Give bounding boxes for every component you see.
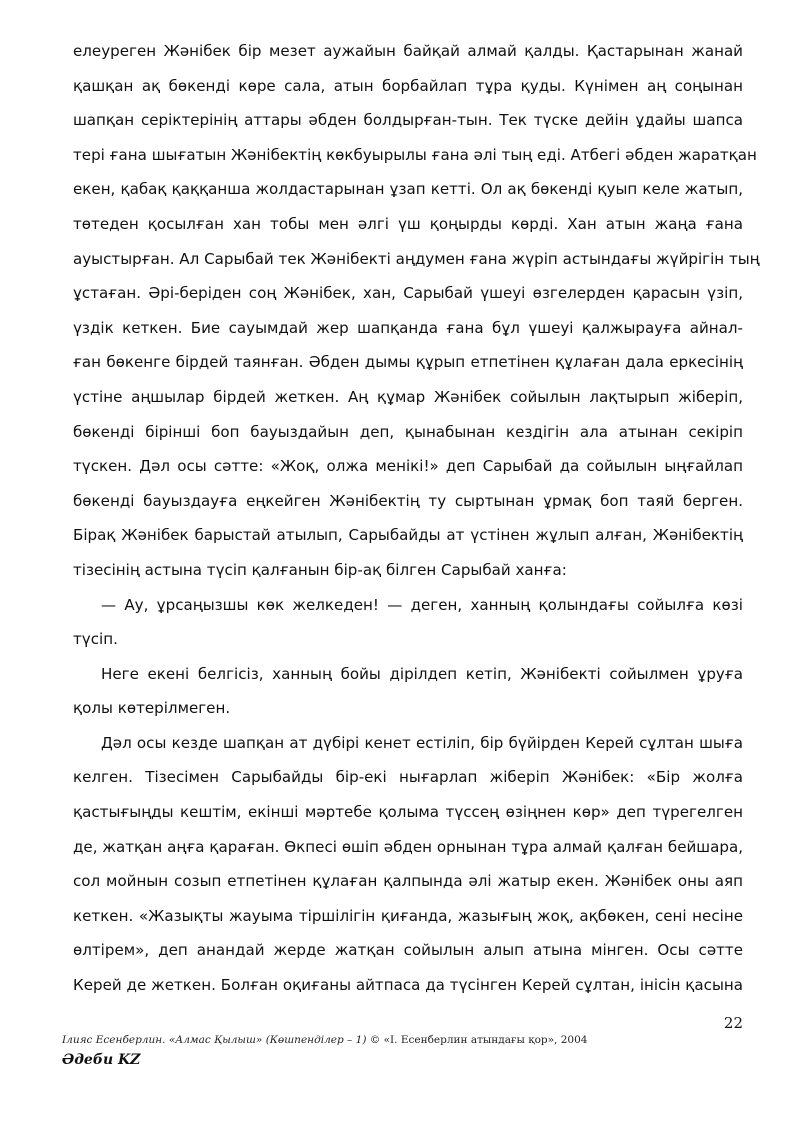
body-text — [73, 34, 760, 1003]
text-line: тізесінің астына түсіп қалғанын бір-ақ білген Сарыбай ханға: — [73, 560, 567, 579]
text-line: қастығыңды кештім, екінші мәртебе қолыма түссең өзіңнен көр» деп түрегелген — [73, 803, 743, 822]
footer-citation-copyright: © «І. Есенберлин атындағы қор», 2004 — [366, 1034, 588, 1046]
text-line: қолы көтерілмеген. — [73, 699, 231, 718]
text-line: бөкенді бауыздауға еңкейген Жәнібектің ту сыртынан ұрмақ боп таяй берген. — [73, 491, 743, 510]
text-line: де, жатқан аңға қараған. Өкпесі өшіп әбден орнынан тұра алмай қалған бейшара, — [73, 837, 743, 856]
text-line: Дәл осы кезде шапқан ат дүбірі кенет естіліп, бір бүйірден Керей сұлтан шыға — [101, 733, 743, 752]
text-line: кеткен. «Жазықты жауыма тіршілігін қиғанда, жазығың жоқ, ақбөкен, сені несіне — [73, 906, 743, 925]
text-line: қашқан ақ бөкенді көре сала, атын борбайлап тұра қуды. Күнімен аң соңынан — [73, 76, 743, 95]
text-line: ған бөкенге бірдей таянған. Әбден дымы құрып етпетінен құлаған дала еркесінің — [73, 353, 743, 372]
text-line: түсіп. — [73, 630, 118, 649]
text-line: өлтірем», деп анандай жерде жатқан сойылын алып атына мінген. Осы сәтте — [73, 941, 743, 960]
text-line: шапқан серіктерінің аттары әбден болдырған-тын. Тек түске дейін ұдайы шапса — [73, 111, 743, 130]
footer-citation-title: Ілияс Есенберлин. «Алмас Қылыш» (Көшпенділер – 1) — [62, 1034, 367, 1046]
text-line: елеуреген Жәнібек бір мезет аужайын байқай алмай қалды. Қастарынан жанай — [73, 42, 743, 60]
page-number: 22 — [723, 1014, 743, 1032]
text-line: тері ғана шығатын Жәнібектің көкбуырылы ғана әлі тың еді. Атбегі әбден жаратқан — [73, 145, 757, 164]
footer-brand: Әдеби KZ — [62, 1052, 141, 1068]
text-line: екен, қабақ қаққанша жолдастарынан ұзап кетті. Ол ақ бөкенді қуып келе жатып, — [73, 180, 743, 199]
footer-citation — [62, 1034, 762, 1046]
text-line: төтеден қосылған хан тобы мен әлгі үш қоңырды көрді. Хан атын жаңа ғана — [73, 214, 743, 233]
text-line: сол мойнын созып етпетінен құлаған қалпында әлі жатыр екен. Жәнібек оны аяп — [73, 872, 743, 891]
text-line: үстіне аңшылар бірдей жеткен. Аң құмар Жәнібек сойылын лақтырып жіберіп, — [73, 387, 743, 406]
text-line: бөкенді бірінші боп бауыздайын деп, қынабынан кездігін ала атынан секіріп — [73, 422, 743, 441]
text-line: түскен. Дәл осы сәтте: «Жоқ, олжа менікі!» деп Сарыбай да сойылын ыңғайлап — [73, 457, 743, 476]
text-line: ауыстырған. Ал Сарыбай тек Жәнібекті аңдумен ғана жүріп астындағы жүйрігін тың — [73, 249, 760, 268]
text-line: Неге екені белгісіз, ханның бойы дірілдеп кетіп, Жәнібекті сойылмен ұруға — [101, 664, 743, 683]
text-line: үздік кеткен. Бие сауымдай жер шапқанда ғана бұл үшеуі қалжырауға айнал- — [73, 318, 743, 337]
text-line: Бірақ Жәнібек барыстай атылып, Сарыбайды ат үстінен жұлып алған, Жәнібектің — [73, 526, 743, 545]
text-line: ұстаған. Әрі-беріден соң Жәнібек, хан, Сарыбай үшеуі өзгелерден қарасын үзіп, — [73, 284, 743, 303]
text-line: — Ау, ұрсаңызшы көк желкеден! — деген, ханның қолындағы сойылға көзі — [101, 595, 743, 614]
text-line: келген. Тізесімен Сарыбайды бір-екі нығарлап жіберіп Жәнібек: «Бір жолға — [73, 768, 743, 787]
text-line: Керей де жеткен. Болған оқиғаны айтпаса да түсінген Керей сұлтан, інісін қасына — [73, 976, 743, 995]
